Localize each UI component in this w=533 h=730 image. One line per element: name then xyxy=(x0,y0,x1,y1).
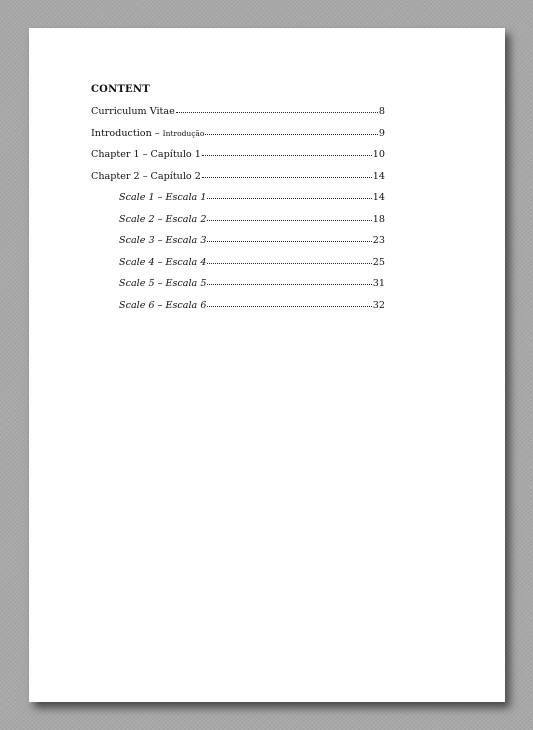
toc-dot-leader xyxy=(207,220,371,221)
toc-page-number: 31 xyxy=(372,278,385,289)
toc-subentry-label: Scale 4 – Escala 4 xyxy=(119,256,207,268)
toc-page-number: 32 xyxy=(372,299,385,311)
toc-page-number: 10 xyxy=(372,149,385,160)
toc-heading: CONTENT xyxy=(91,84,150,95)
toc-subentry-scale-4 xyxy=(91,256,385,278)
toc-page-number: 23 xyxy=(372,235,385,246)
toc-dot-leader xyxy=(207,241,371,242)
toc-subentry-label: Scale 3 – Escala 3 xyxy=(119,235,207,246)
toc-dot-leader xyxy=(207,306,371,307)
toc-dot-leader xyxy=(207,198,371,199)
table-of-contents xyxy=(91,83,385,320)
toc-subentry-label: Scale 6 – Escala 6 xyxy=(119,299,207,311)
toc-page-number: 14 xyxy=(372,170,385,182)
toc-entry-label: Chapter 1 – Capítulo 1 xyxy=(91,149,201,160)
toc-entry-chapter-1 xyxy=(91,148,385,170)
document-page xyxy=(29,28,505,702)
toc-entry-introduction xyxy=(91,127,385,149)
toc-subentry-label: Scale 1 – Escala 1 xyxy=(119,192,207,203)
toc-dot-leader xyxy=(207,263,371,264)
toc-subentry-scale-1 xyxy=(91,191,385,213)
toc-subentry-scale-2 xyxy=(91,213,385,235)
toc-entry-curriculum-vitae xyxy=(91,105,385,127)
toc-subentry-label: Scale 5 – Escala 5 xyxy=(119,278,207,289)
toc-page-number: 25 xyxy=(372,256,385,268)
toc-entry-label xyxy=(91,127,204,140)
toc-dot-leader xyxy=(176,112,378,113)
toc-entry-label: Chapter 2 – Capítulo 2 xyxy=(91,170,201,182)
toc-subentry-scale-6 xyxy=(91,299,385,321)
toc-entry-label: Curriculum Vitae xyxy=(91,106,175,117)
toc-entry-chapter-2 xyxy=(91,170,385,192)
toc-page-number: 8 xyxy=(378,106,385,117)
toc-entry-label-translation: Introdução xyxy=(162,128,205,138)
toc-dot-leader xyxy=(205,134,377,135)
toc-page-number: 9 xyxy=(378,127,385,139)
toc-entry-label-main: Introduction – xyxy=(91,127,160,139)
toc-dot-leader xyxy=(207,284,371,285)
toc-subentry-scale-3 xyxy=(91,234,385,256)
toc-subentry-label: Scale 2 – Escala 2 xyxy=(119,213,207,225)
toc-dot-leader xyxy=(202,177,372,178)
toc-dot-leader xyxy=(202,155,372,156)
toc-subentry-scale-5 xyxy=(91,277,385,299)
toc-page-number: 18 xyxy=(372,213,385,225)
toc-page-number: 14 xyxy=(372,192,385,203)
